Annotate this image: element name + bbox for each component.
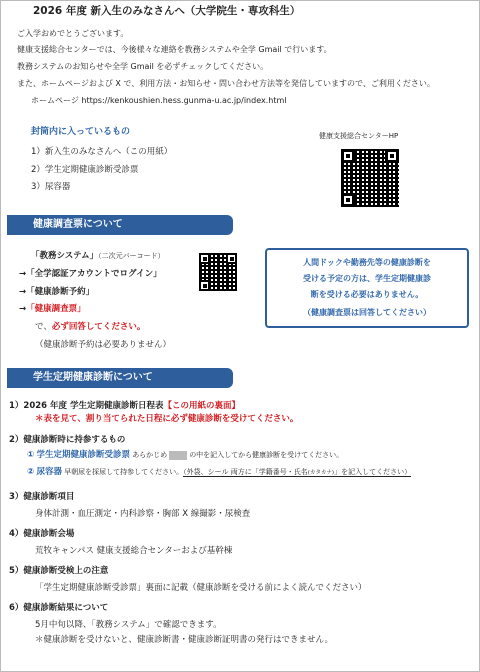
q-step-5-red: 必ず回答してください。 (51, 322, 146, 332)
envelope-item-2: 2）学生定期健康診断受診票 (31, 165, 139, 175)
intro-line-4: また、ホームページおよび X で、利用方法・お知らせ・問い合わせ方法等を発信していますので、ご利用ください。 (17, 79, 435, 88)
q-step-4 (19, 304, 86, 314)
s3-heading: 3）健康診断項目 (9, 492, 75, 502)
s6-line-2: ＊健康診断を受けないと、健康診断書・健康診断証明書の発行はできません。 (35, 635, 334, 645)
notice-line-2: 受ける予定の方は、学生定期健康診 (303, 274, 431, 283)
s2-item-1-label: 学生定期健康診断受診票 (36, 450, 130, 460)
s2-item-2-ul: （外袋、シール 両方に「学籍番号・氏名 (183, 468, 308, 476)
q-step-3: →「健康診断予約」 (19, 287, 95, 297)
intro-line-2: 健康支援総合センターでは、今後様々な連絡を教務システムや全学 Gmail で行います。 (17, 45, 332, 54)
s2-item-2-num: ② (27, 467, 35, 477)
q-step-1 (31, 251, 165, 261)
q-step-1-main: 「教務システム」 (31, 251, 99, 261)
envelope-item-1: 1）新入生のみなさんへ（この用紙） (31, 147, 173, 157)
s3-body: 身体計測・血圧測定・内科診察・胸部 X 線撮影・尿検査 (35, 509, 251, 519)
notice-line-4: （健康調査票は回答してください） (303, 308, 431, 317)
s5-heading: 5）健康診断受検上の注意 (9, 566, 109, 576)
qr-hp-label: 健康支援総合センターHP (319, 132, 399, 140)
fill-in-box (169, 451, 187, 460)
s1-heading (9, 401, 240, 411)
q-step-5-pre: で、 (35, 322, 52, 332)
q-step-2: →「全学認証アカウントでログイン」 (19, 269, 162, 279)
s4-heading: 4）健康診断会場 (9, 529, 75, 539)
envelope-item-3: 3）尿容器 (31, 182, 71, 192)
homepage-link[interactable]: ホームページ https://kenkoushien.hess.gunma-u.ac.jp/index.html (31, 96, 287, 105)
s2-item-1-pre: あらかじめ (132, 451, 168, 459)
homepage-qr-code[interactable] (341, 149, 399, 207)
s2-item-2-label: 尿容器 (36, 467, 62, 477)
s1-heading-text: 1）2026 年度 学生定期健康診断日程表 (9, 401, 164, 411)
s2-item-2 (27, 467, 411, 477)
checkup-bar: 学生定期健康診断について (7, 368, 233, 388)
notice-box (265, 248, 469, 328)
notice-line-1: 人間ドックや勤務先等の健康診断を (303, 258, 431, 267)
s2-item-2-end: 」を記入してください） (334, 468, 412, 476)
envelope-heading: 封筒内に入っているもの (31, 127, 131, 137)
s6-heading: 6）健康診断結果について (9, 603, 109, 613)
s6-line-1: 5月中旬以降、「教務システム」で確認できます。 (35, 620, 222, 630)
s2-item-1 (27, 450, 343, 460)
kyomu-qr-code[interactable] (199, 253, 237, 291)
s1-heading-red: 【この用紙の裏面】 (163, 401, 241, 411)
s2-item-2-kana: (カタカナ) (307, 470, 335, 476)
q-step-4-target: 「健康調査票」 (26, 304, 86, 314)
q-step-5 (35, 322, 145, 332)
questionnaire-bar: 健康調査票について (7, 215, 233, 235)
s2-item-1-num: ① (27, 450, 35, 460)
page-title: 2026 年度 新入生のみなさんへ（大学院生・専攻科生） (33, 5, 301, 17)
s2-heading: 2）健康診断時に持参するもの (9, 435, 126, 445)
s1-note: ＊表を見て、割り当てられた日程に必ず健康診断を受けてください。 (35, 414, 299, 424)
s2-item-2-pre: 早朝尿を採尿して持参してください。 (64, 468, 184, 476)
q-step-6: （健康診断予約は必要ありません） (35, 340, 172, 350)
s2-item-2-underlined (183, 468, 411, 477)
s4-body: 荒牧キャンパス 健康支援総合センターおよび基幹棟 (35, 546, 233, 556)
q-step-4-arrow: → (19, 304, 27, 314)
s2-item-1-post: の中を記入してから健康診断を受けてください。 (189, 451, 344, 459)
q-step-1-sub: （二次元バーコード） (98, 252, 165, 260)
notice-line-3: 断を受ける必要はありません。 (310, 290, 424, 299)
s5-body: 「学生定期健康診断受診票」裏面に記載（健康診断を受ける前によく読んでください） (35, 583, 367, 593)
intro-line-1: ご入学おめでとうございます。 (17, 29, 129, 38)
intro-line-3: 教務システムのお知らせや全学 Gmail を必ずチェックしてください。 (17, 62, 269, 71)
